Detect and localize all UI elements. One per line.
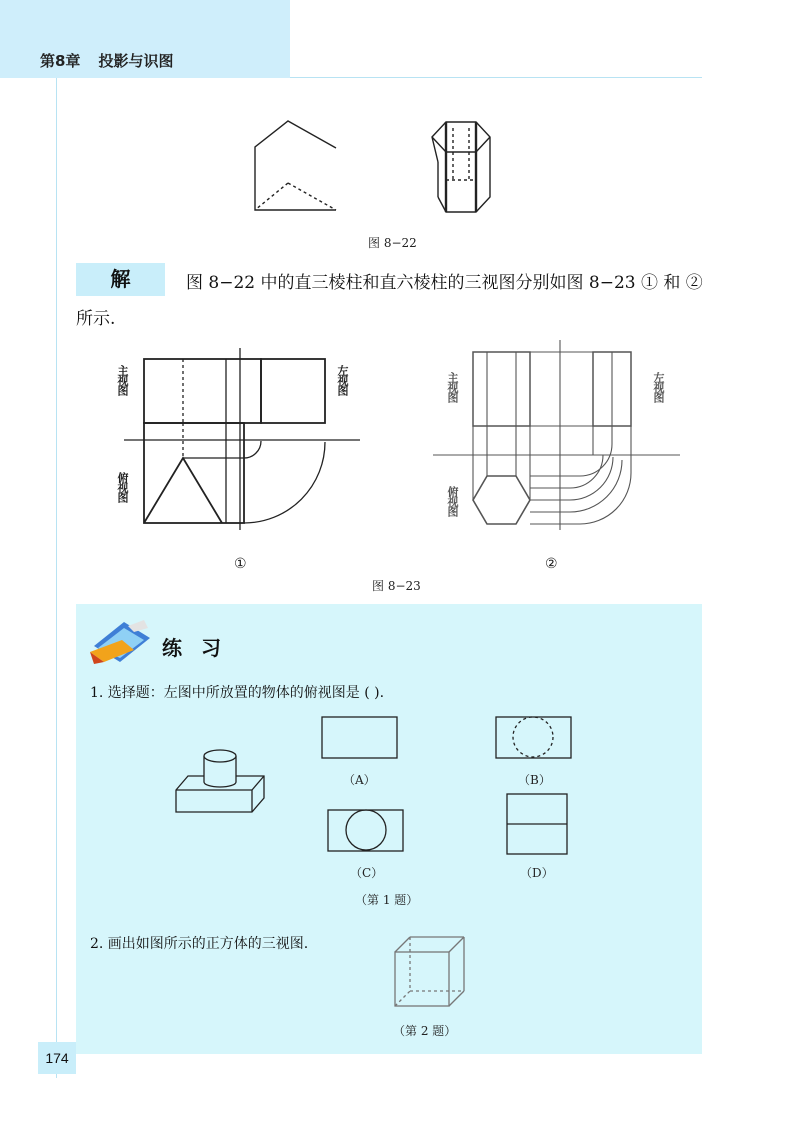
figure-8-23-caption: 图 8−23 (372, 579, 421, 593)
option-d-label: （D） (520, 866, 554, 880)
option-b-label: （B） (518, 773, 551, 787)
figure-8-22-caption: 图 8−22 (368, 236, 417, 250)
question-1-text: 1. 选择题：左图中所放置的物体的俯视图是 ( ). (90, 685, 385, 701)
question-2-caption: （第 2 题） (393, 1024, 457, 1038)
page-number: 174 (38, 1042, 76, 1074)
question-2-text: 2. 画出如图所示的正方体的三视图. (90, 936, 309, 952)
label-top-view-right: 俯视图 (446, 486, 459, 516)
label-side-view-right: 左视图 (652, 372, 665, 402)
exercise-title: 练 习 (162, 636, 227, 660)
solution-text-line1: 图 8−22 中的直三棱柱和直六棱柱的三视图分别如图 8−23 ① 和 ② (186, 273, 703, 293)
chapter-title: 投影与识图 (98, 52, 174, 70)
option-a-label: （A） (343, 773, 376, 787)
solution-badge: 解 (76, 263, 165, 296)
label-front-view-left: 主视图 (116, 365, 129, 395)
question-1-caption: （第 1 题） (355, 893, 419, 907)
label-front-view-right: 主视图 (446, 372, 459, 402)
figure-8-23-marker-1: ① (234, 556, 247, 572)
label-top-view-left: 俯视图 (116, 472, 129, 502)
solution-text-line2: 所示. (76, 309, 116, 329)
option-c-label: （C） (350, 866, 384, 880)
label-side-view-left: 左视图 (336, 365, 349, 395)
chapter-number: 第8章 (40, 52, 81, 70)
figure-8-23-marker-2: ② (545, 556, 558, 572)
